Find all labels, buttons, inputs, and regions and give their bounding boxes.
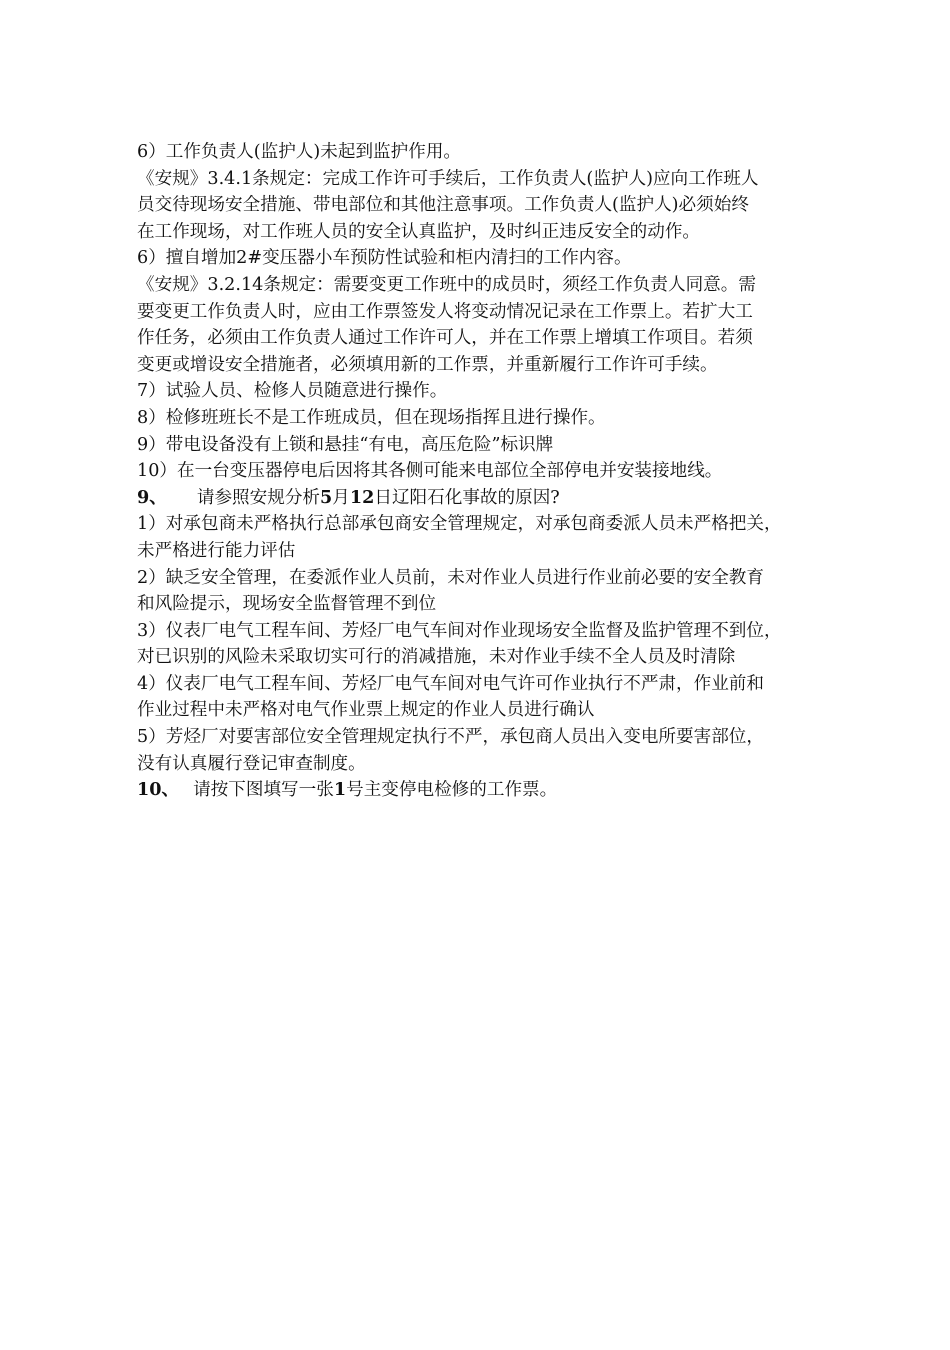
question-10-heading: [137, 777, 847, 804]
question-text: 号主变停电检修的工作票。: [346, 780, 558, 801]
answer-line: 3）仪表厂电气工程车间、芳烃厂电气车间对作业现场安全监督及监护管理不到位，: [137, 620, 782, 641]
text-line: 要变更工作负责人时，应由工作票签发人将变动情况记录在工作票上。若扩大工: [137, 301, 753, 322]
text-line: 变更或增设安全措施者，必须填用新的工作票，并重新履行工作许可手续。: [137, 354, 718, 375]
question-text: 月: [332, 487, 350, 508]
answer-line: 4）仪表厂电气工程车间、芳烃厂电气车间对电气许可作业执行不严肃，作业前和: [137, 673, 764, 694]
text-line: 8）检修班班长不是工作班成员，但在现场指挥且进行操作。: [137, 407, 606, 428]
document-body: [137, 139, 847, 804]
answer-line: 未严格进行能力评估: [137, 540, 296, 561]
question-number: 10、: [137, 779, 180, 801]
question-bold-number: 1: [333, 779, 347, 801]
answer-line: 对已识别的风险未采取切实可行的消减措施，未对作业手续不全人员及时清除: [137, 647, 736, 668]
answer-line: 2）缺乏安全管理，在委派作业人员前，未对作业人员进行作业前必要的安全教育: [137, 567, 764, 588]
question-9-heading: [137, 485, 847, 512]
answer-line: 5）芳烃厂对要害部位安全管理规定执行不严，承包商人员出入变电所要害部位，: [137, 727, 764, 748]
text-line: 10）在一台变压器停电后因将其各侧可能来电部位全部停电并安装接地线。: [137, 461, 723, 482]
answer-line: 1）对承包商未严格执行总部承包商安全管理规定，对承包商委派人员未严格把关，: [137, 514, 782, 535]
answer-line: 作业过程中未严格对电气作业票上规定的作业人员进行确认: [137, 700, 595, 721]
text-line: 作任务，必须由工作负责人通过工作许可人，并在工作票上增填工作项目。若须: [137, 328, 753, 349]
answer-line: 没有认真履行登记审查制度。: [137, 753, 366, 774]
question-text: 请按下图填写一张: [193, 780, 334, 801]
text-line: 6）工作负责人(监护人)未起到监护作用。: [137, 142, 462, 162]
text-line: 9）带电设备没有上锁和悬挂“有电，高压危险”标识牌: [137, 434, 554, 455]
question-month: 5: [320, 486, 333, 508]
question-text: 日辽阳石化事故的原因?: [374, 487, 560, 508]
text-line: 员交待现场安全措施、带电部位和其他注意事项。工作负责人(监护人)必须始终: [137, 195, 749, 216]
text-line: 《安规》3.4.1条规定：完成工作许可手续后，工作负责人(监护人)应向工作班人: [137, 168, 759, 189]
question-day: 12: [349, 486, 375, 508]
answer-line: 和风险提示，现场安全监督管理不到位: [137, 594, 437, 615]
question-number: 9、: [137, 486, 167, 508]
text-line: 7）试验人员、检修人员随意进行操作。: [137, 381, 448, 402]
text-line: 6）擅自增加2#变压器小车预防性试验和柜内清扫的工作内容。: [137, 248, 632, 269]
text-line: 在工作现场，对工作班人员的安全认真监护，及时纠正违反安全的动作。: [137, 221, 701, 242]
text-line: 《安规》3.2.14条规定：需要变更工作班中的成员时，须经工作负责人同意。需: [137, 274, 756, 295]
question-text: 请参照安规分析: [196, 487, 321, 508]
